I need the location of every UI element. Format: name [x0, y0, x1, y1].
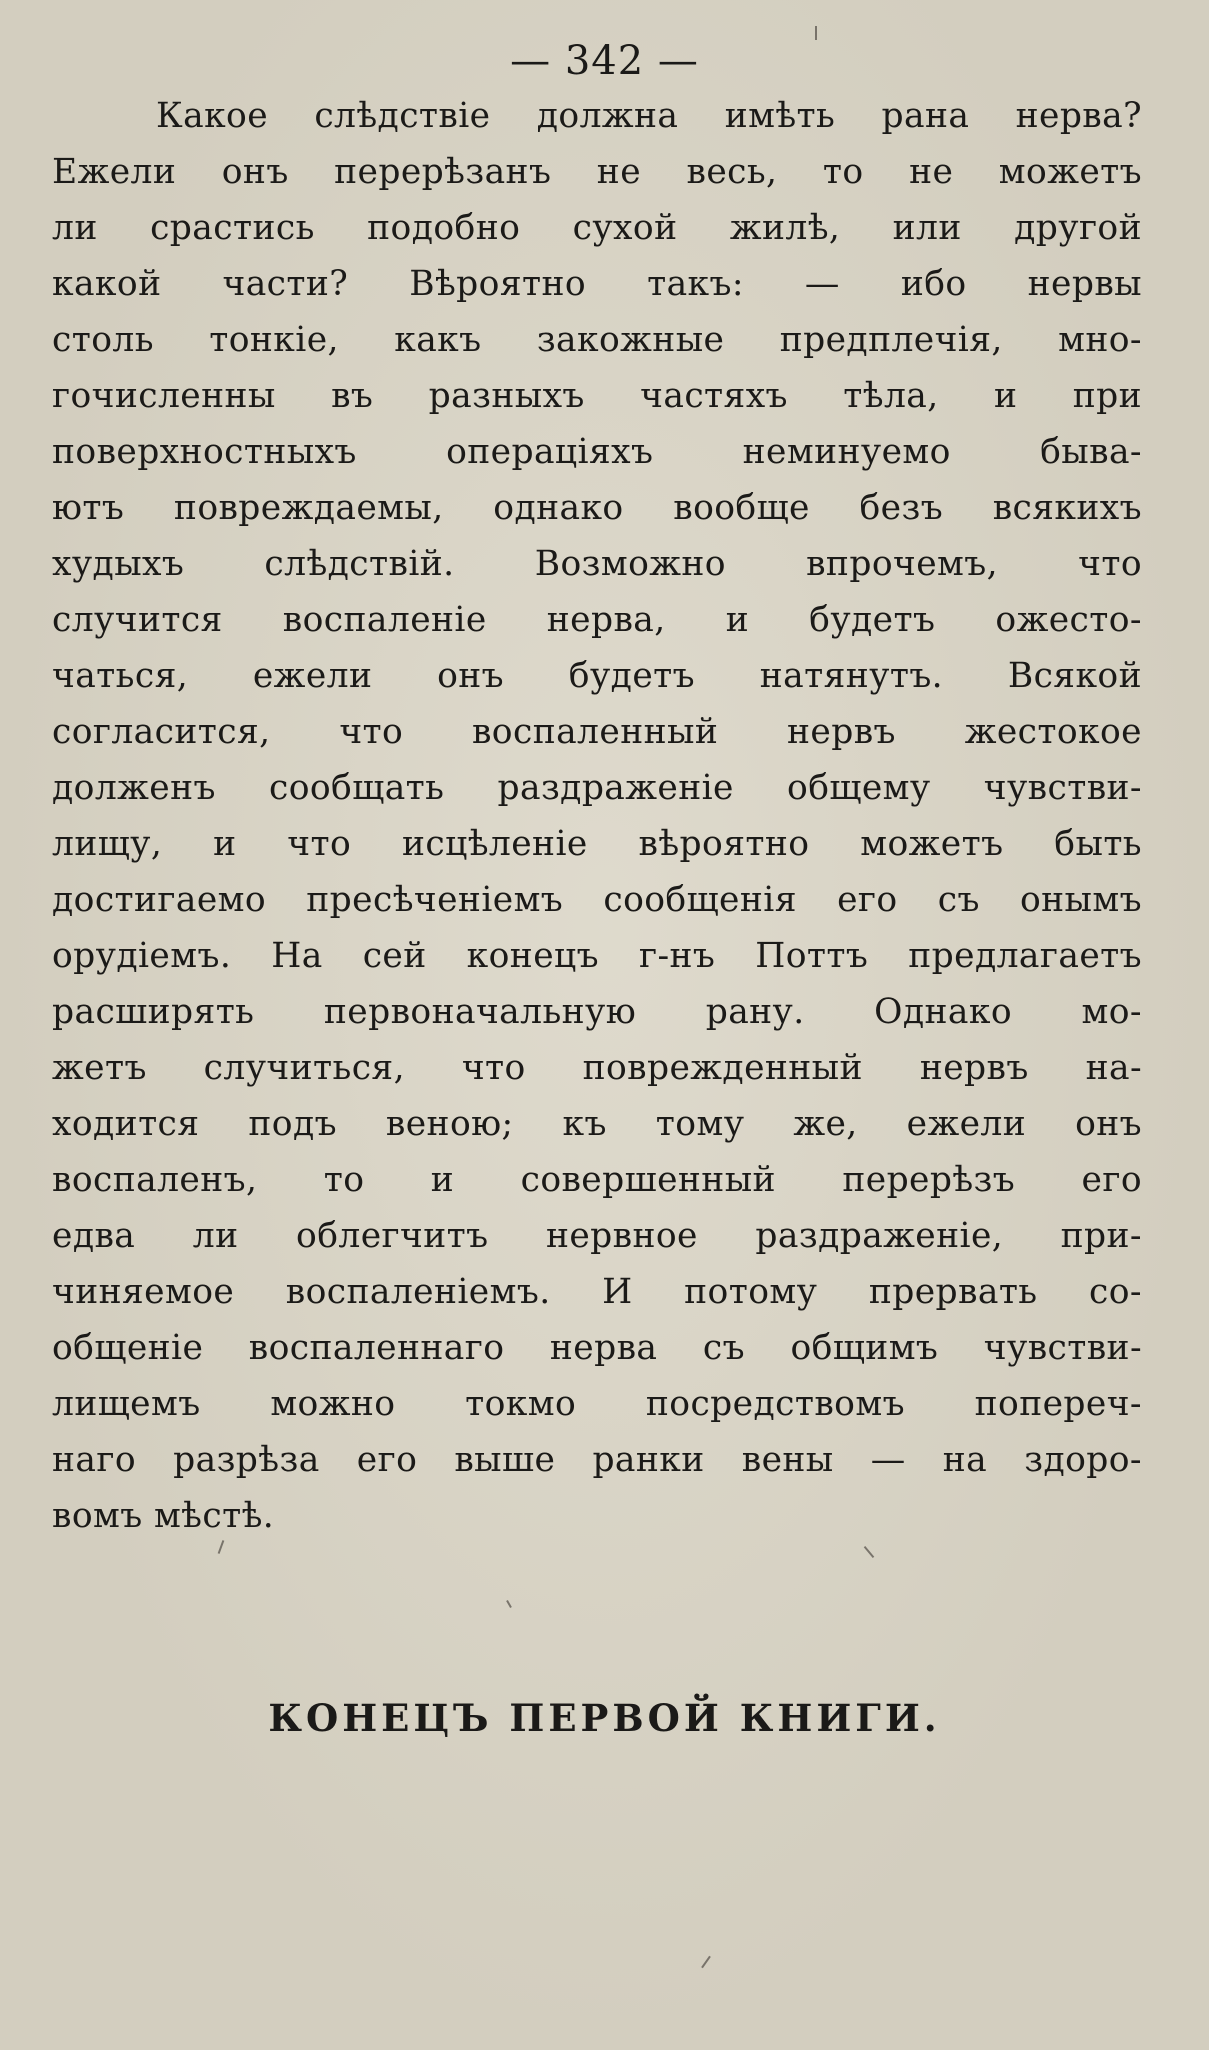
page-number: — 342 —: [510, 38, 699, 84]
text-line: лищу, и что исцѣленіе вѣроятно можетъ быть: [52, 824, 1142, 864]
paper-speck: [864, 1546, 875, 1558]
text-line: вомъ мѣстѣ.: [52, 1496, 275, 1536]
text-line: случится воспаленіе нерва, и будетъ ожесто-: [52, 600, 1142, 640]
text-line: столь тонкіе, какъ закожные предплечія, мно-: [52, 320, 1142, 360]
paper-speck: [506, 1600, 512, 1608]
paper-speck: [701, 1956, 711, 1969]
text-line: воспаленъ, то и совершенный перерѣзъ его: [52, 1160, 1142, 1200]
end-of-book-heading: КОНЕЦЪ ПЕРВОЙ КНИГИ.: [268, 1696, 941, 1740]
text-line: лищемъ можно токмо посредствомъ попереч-: [52, 1384, 1142, 1424]
text-line: общеніе воспаленнаго нерва съ общимъ чувстви-: [52, 1328, 1142, 1368]
main-text-block: [52, 88, 1142, 1544]
text-line: какой части? Вѣроятно такъ: — ибо нервы: [52, 264, 1142, 304]
text-line: ходится подъ веною; къ тому же, ежели онъ: [52, 1104, 1142, 1144]
text-line: чаться, ежели онъ будетъ натянутъ. Всякой: [52, 656, 1142, 696]
paper-speck: [815, 26, 817, 40]
text-line: худыхъ слѣдствій. Возможно впрочемъ, что: [52, 544, 1142, 584]
text-line: достигаемо пресѣченіемъ сообщенія его съ онымъ: [52, 880, 1142, 920]
text-line: ли срастись подобно сухой жилѣ, или другой: [52, 208, 1142, 248]
text-line: долженъ сообщать раздраженіе общему чувстви-: [52, 768, 1142, 808]
text-line: наго разрѣза его выше ранки вены — на здоро-: [52, 1440, 1142, 1480]
text-line: Какое слѣдствіе должна имѣть рана нерва?: [156, 96, 1142, 136]
text-line: поверхностныхъ операціяхъ неминуемо быва-: [52, 432, 1142, 472]
text-line: ютъ повреждаемы, однако вообще безъ всякихъ: [52, 488, 1142, 528]
text-line: орудіемъ. На сей конецъ г-нъ Поттъ предлагаетъ: [52, 936, 1142, 976]
text-line: жетъ случиться, что поврежденный нервъ на-: [52, 1048, 1142, 1088]
text-line: согласится, что воспаленный нервъ жестокое: [52, 712, 1142, 752]
text-line: чиняемое воспаленіемъ. И потому прервать со-: [52, 1272, 1142, 1312]
text-line: расширять первоначальную рану. Однако мо-: [52, 992, 1142, 1032]
text-line: едва ли облегчитъ нервное раздраженіе, при-: [52, 1216, 1142, 1256]
text-line: Ежели онъ перерѣзанъ не весь, то не можетъ: [52, 152, 1142, 192]
text-line: гочисленны въ разныхъ частяхъ тѣла, и при: [52, 376, 1142, 416]
